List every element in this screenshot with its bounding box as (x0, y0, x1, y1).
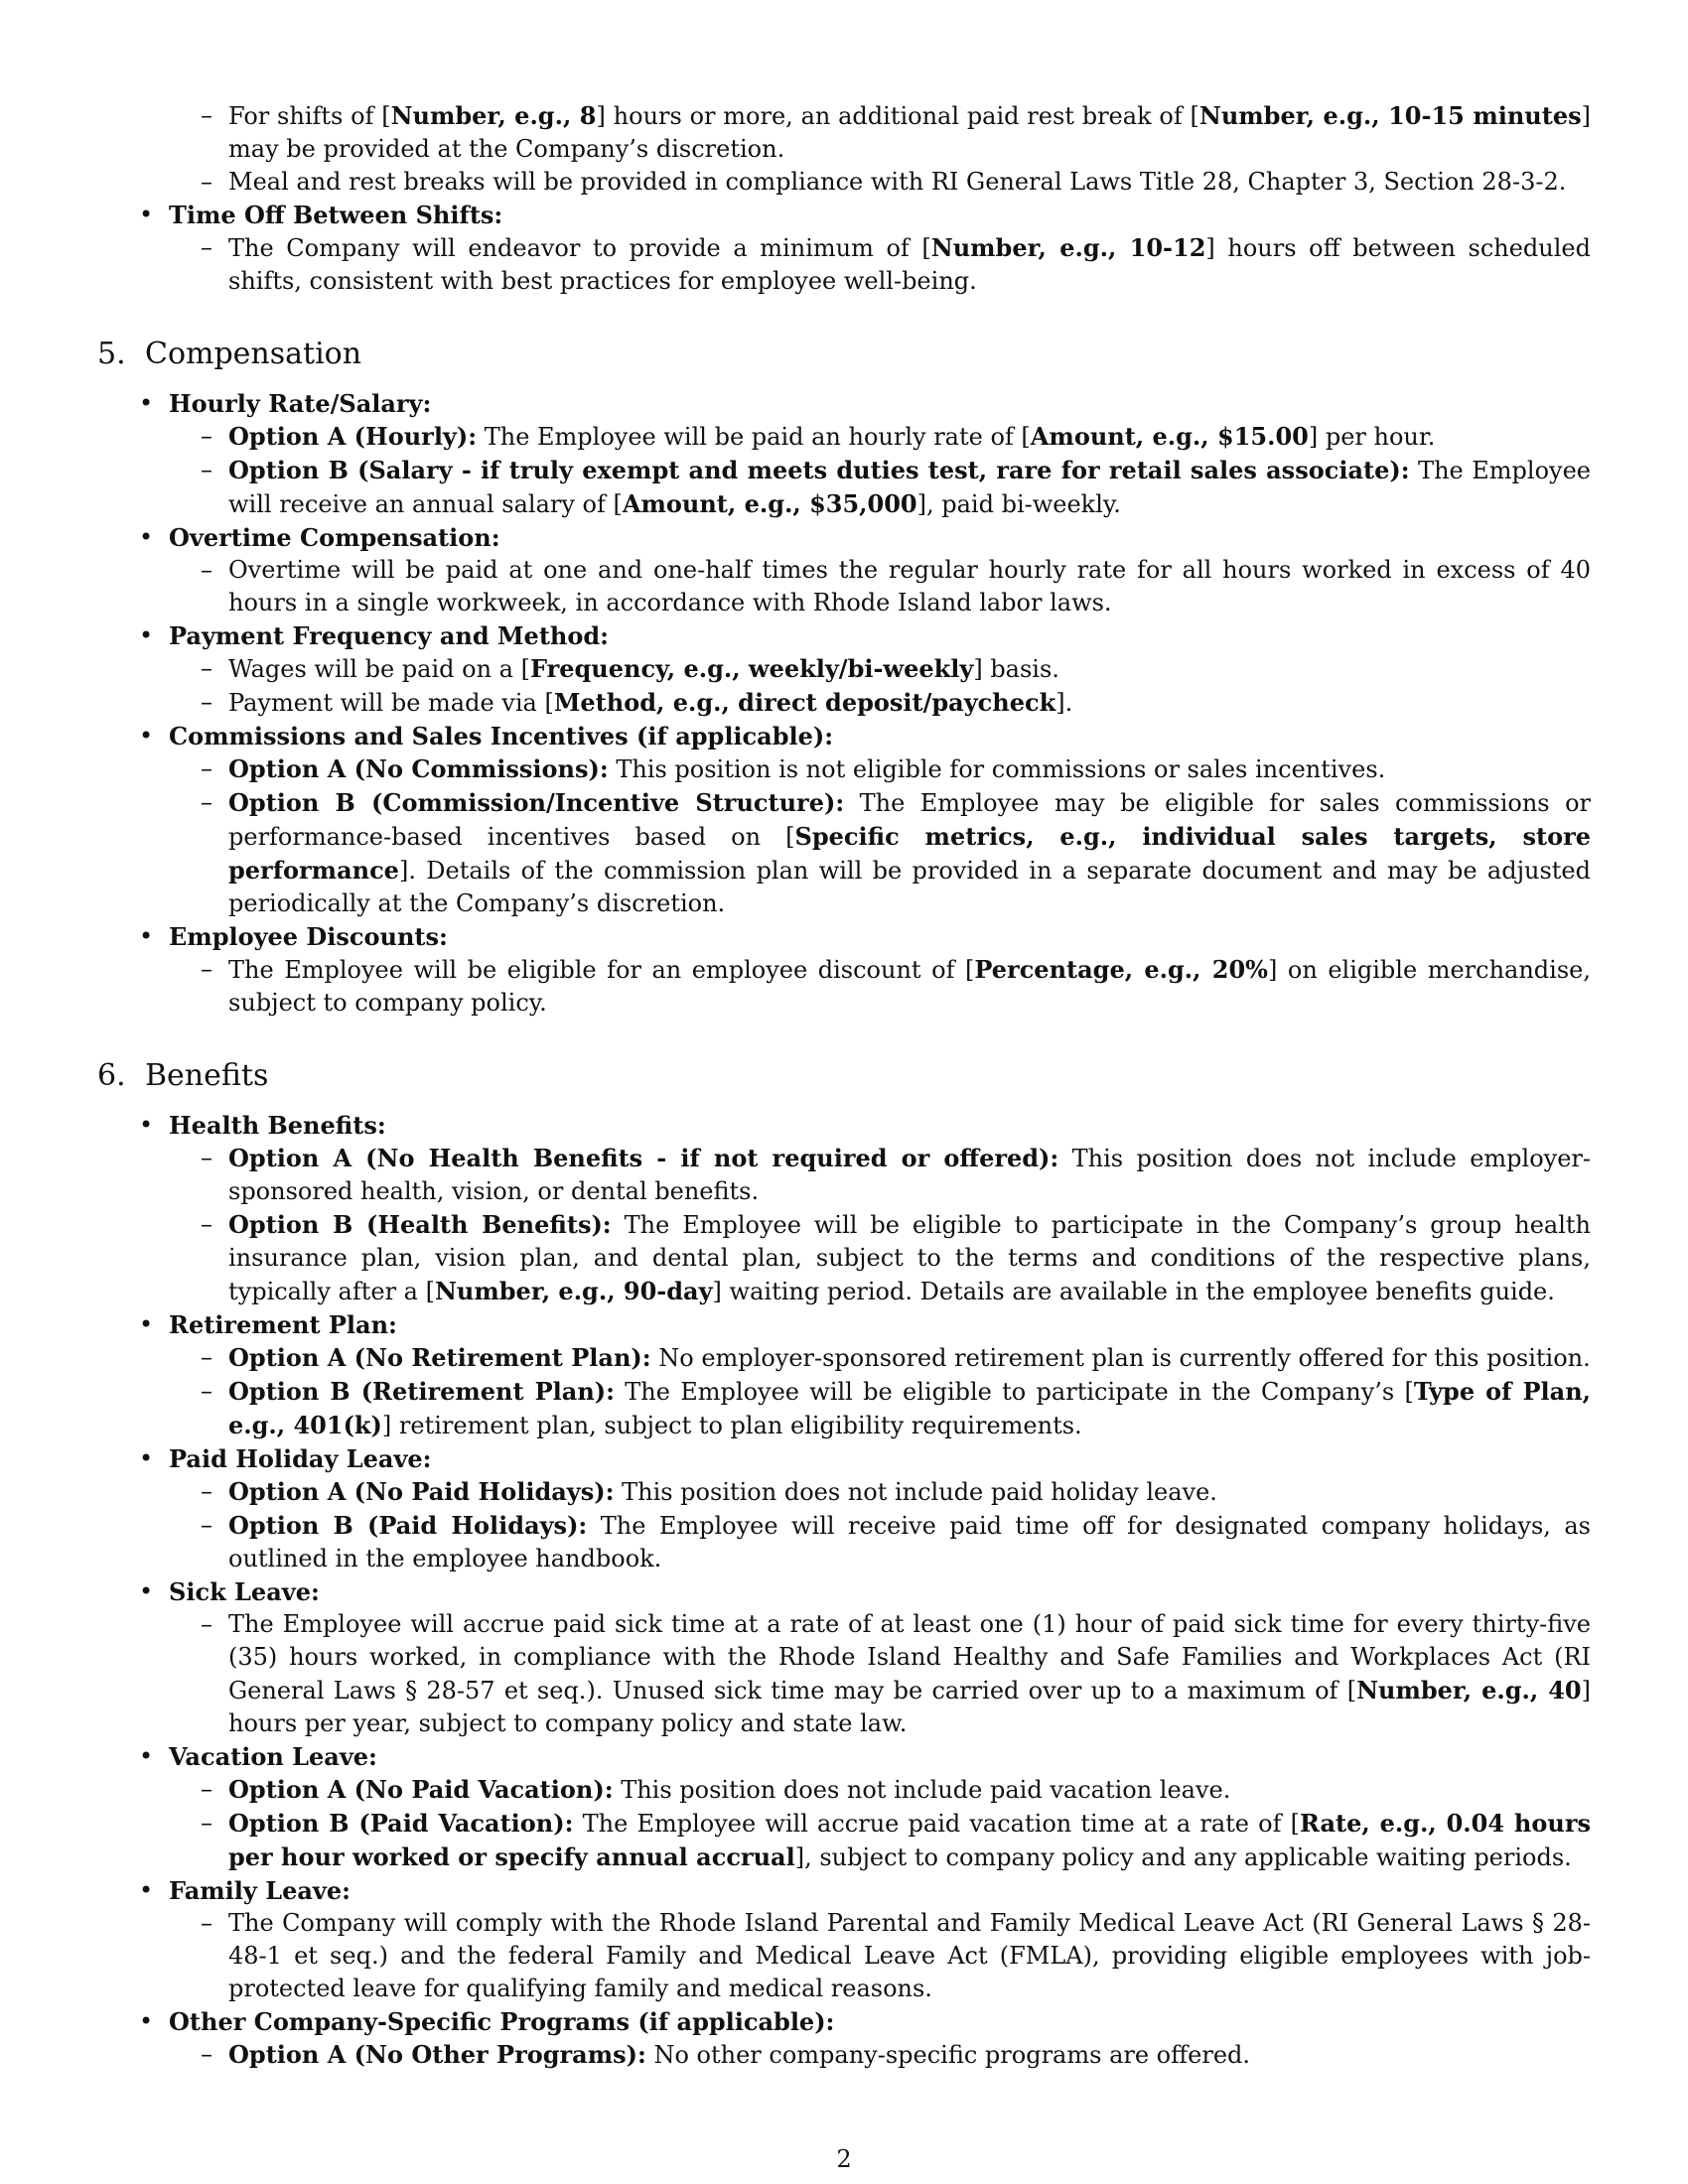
sub-item-rest-break: – For shifts of [Number, e.g., 8] hours or more, an additional paid rest break of [Number, e.g., 10-15 minutes] may be provided at the Company’s discretion. (201, 101, 1592, 163)
sub-item-payment-method: – Payment will be made via [Method, e.g., direct deposit/paycheck]. (201, 688, 1073, 717)
sub-item-time-off: – The Company will endeavor to provide a minimum of [Number, e.g., 10-12] hours off between scheduled shifts, consistent with best practices for employee well-being. (201, 233, 1591, 295)
sub-item-commissions-a: – Option A (No Commissions): This position is not eligible for commissions or sales incentives. (201, 754, 1386, 783)
sub-item-hourly-a: – Option A (Hourly): The Employee will be paid an hourly rate of [Amount, e.g., $15.00] per hour. (201, 422, 1436, 451)
sub-item-other-programs-a: – Option A (No Other Programs): No other company-specific programs are offered. (201, 2040, 1251, 2069)
sub-item-holiday-b: – Option B (Paid Holidays): The Employee will receive paid time off for designated company holidays, as outlined in the employee handbook. (201, 1511, 1591, 1572)
item-health: • Health Benefits: (139, 1111, 386, 1140)
item-sick-leave: • Sick Leave: (139, 1577, 320, 1606)
item-holiday: • Paid Holiday Leave: (139, 1444, 432, 1473)
sub-item-vacation-a: – Option A (No Paid Vacation): This position does not include paid vacation leave. (201, 1775, 1231, 1804)
section-heading-benefits: 6. Benefits (97, 1058, 269, 1093)
sub-item-sick-leave: – The Employee will accrue paid sick time at a rate of at least one (1) hour of paid sick time for every thirty-five (35) hours worked, in compliance with the Rhode Island Healthy and Safe Families and Workplaces Act (RI General Laws § 28-57 et seq.). Unused sick time may be carried over up to a maximum of [Number, e.g., 40] hours per year, subject to company policy and state law. (201, 1610, 1592, 1737)
item-payment: • Payment Frequency and Method: (139, 621, 610, 650)
item-discounts: • Employee Discounts: (139, 922, 448, 951)
sub-item-health-a: – Option A (No Health Benefits - if not required or offered): This position does not include employer-sponsored health, vision, or dental benefits. (201, 1144, 1591, 1205)
sub-item-commissions-b: – Option B (Commission/Incentive Structure): The Employee may be eligible for sales commissions or performance-based incentives based on [Specific metrics, e.g., individual sales targets, store performance]. Details of the commission plan will be provided in a separate document and may be adjusted periodically at the Company’s discretion. (201, 788, 1591, 917)
item-overtime: • Overtime Compensation: (139, 523, 500, 552)
sub-item-retirement-a: – Option A (No Retirement Plan): No employer-sponsored retirement plan is currently offered for this position. (201, 1343, 1591, 1372)
sub-item-hourly-b: – Option B (Salary - if truly exempt and meets duties test, rare for retail sales associate): The Employee will receive an annual salary of [Amount, e.g., $35,000], paid bi-weekly. (201, 456, 1592, 518)
item-commissions: • Commissions and Sales Incentives (if applicable): (139, 722, 834, 751)
item-time-off: • Time Off Between Shifts: (139, 201, 503, 229)
sub-item-family-leave: – The Company will comply with the Rhode Island Parental and Family Medical Leave Act (RI General Laws § 28-48-1 et seq.) and the federal Family and Medical Leave Act (FMLA), providing eligible employees with job-protected leave for qualifying family and medical reasons. (201, 1909, 1591, 2002)
item-other-programs: • Other Company-Specific Programs (if applicable): (139, 2007, 835, 2036)
sub-item-payment-frequency: – Wages will be paid on a [Frequency, e.g., weekly/bi-weekly] basis. (201, 654, 1059, 683)
item-vacation: • Vacation Leave: (139, 1742, 377, 1771)
page-content (97, 99, 1591, 2072)
sub-item-vacation-b: – Option B (Paid Vacation): The Employee will accrue paid vacation time at a rate of [Rate, e.g., 0.04 hours per hour worked or specify annual accrual], subject to company policy and any applicable waiting periods. (201, 1809, 1591, 1871)
item-hourly-rate: • Hourly Rate/Salary: (139, 389, 432, 418)
sub-item-holiday-a: – Option A (No Paid Holidays): This position does not include paid holiday leave. (201, 1477, 1217, 1506)
item-retirement: • Retirement Plan: (139, 1310, 397, 1339)
sub-item-discounts: – The Employee will be eligible for an employee discount of [Percentage, e.g., 20%] on eligible merchandise, subject to company policy. (201, 955, 1591, 1017)
sub-item-health-b: – Option B (Health Benefits): The Employee will be eligible to participate in the Company’s group health insurance plan, vision plan, and dental plan, subject to the terms and conditions of the respective plans, typically after a [Number, e.g., 90-day] waiting period. Details are available in the employee benefits guide. (201, 1210, 1591, 1305)
item-family-leave: • Family Leave: (139, 1876, 351, 1905)
sub-item-meal-compliance: – Meal and rest breaks will be provided in compliance with RI General Laws Title 28, Chapter 3, Section 28-3-2. (201, 168, 1567, 196)
sub-item-overtime: – Overtime will be paid at one and one-half times the regular hourly rate for all hours worked in excess of 40 hours in a single workweek, in accordance with Rhode Island labor laws. (201, 556, 1591, 616)
section-heading-compensation: 5. Compensation (97, 337, 362, 371)
sub-item-retirement-b: – Option B (Retirement Plan): The Employee will be eligible to participate in the Company’s [Type of Plan, e.g., 401(k)] retirement plan, subject to plan eligibility requirements. (201, 1377, 1591, 1439)
page-number: 2 (836, 2145, 852, 2173)
